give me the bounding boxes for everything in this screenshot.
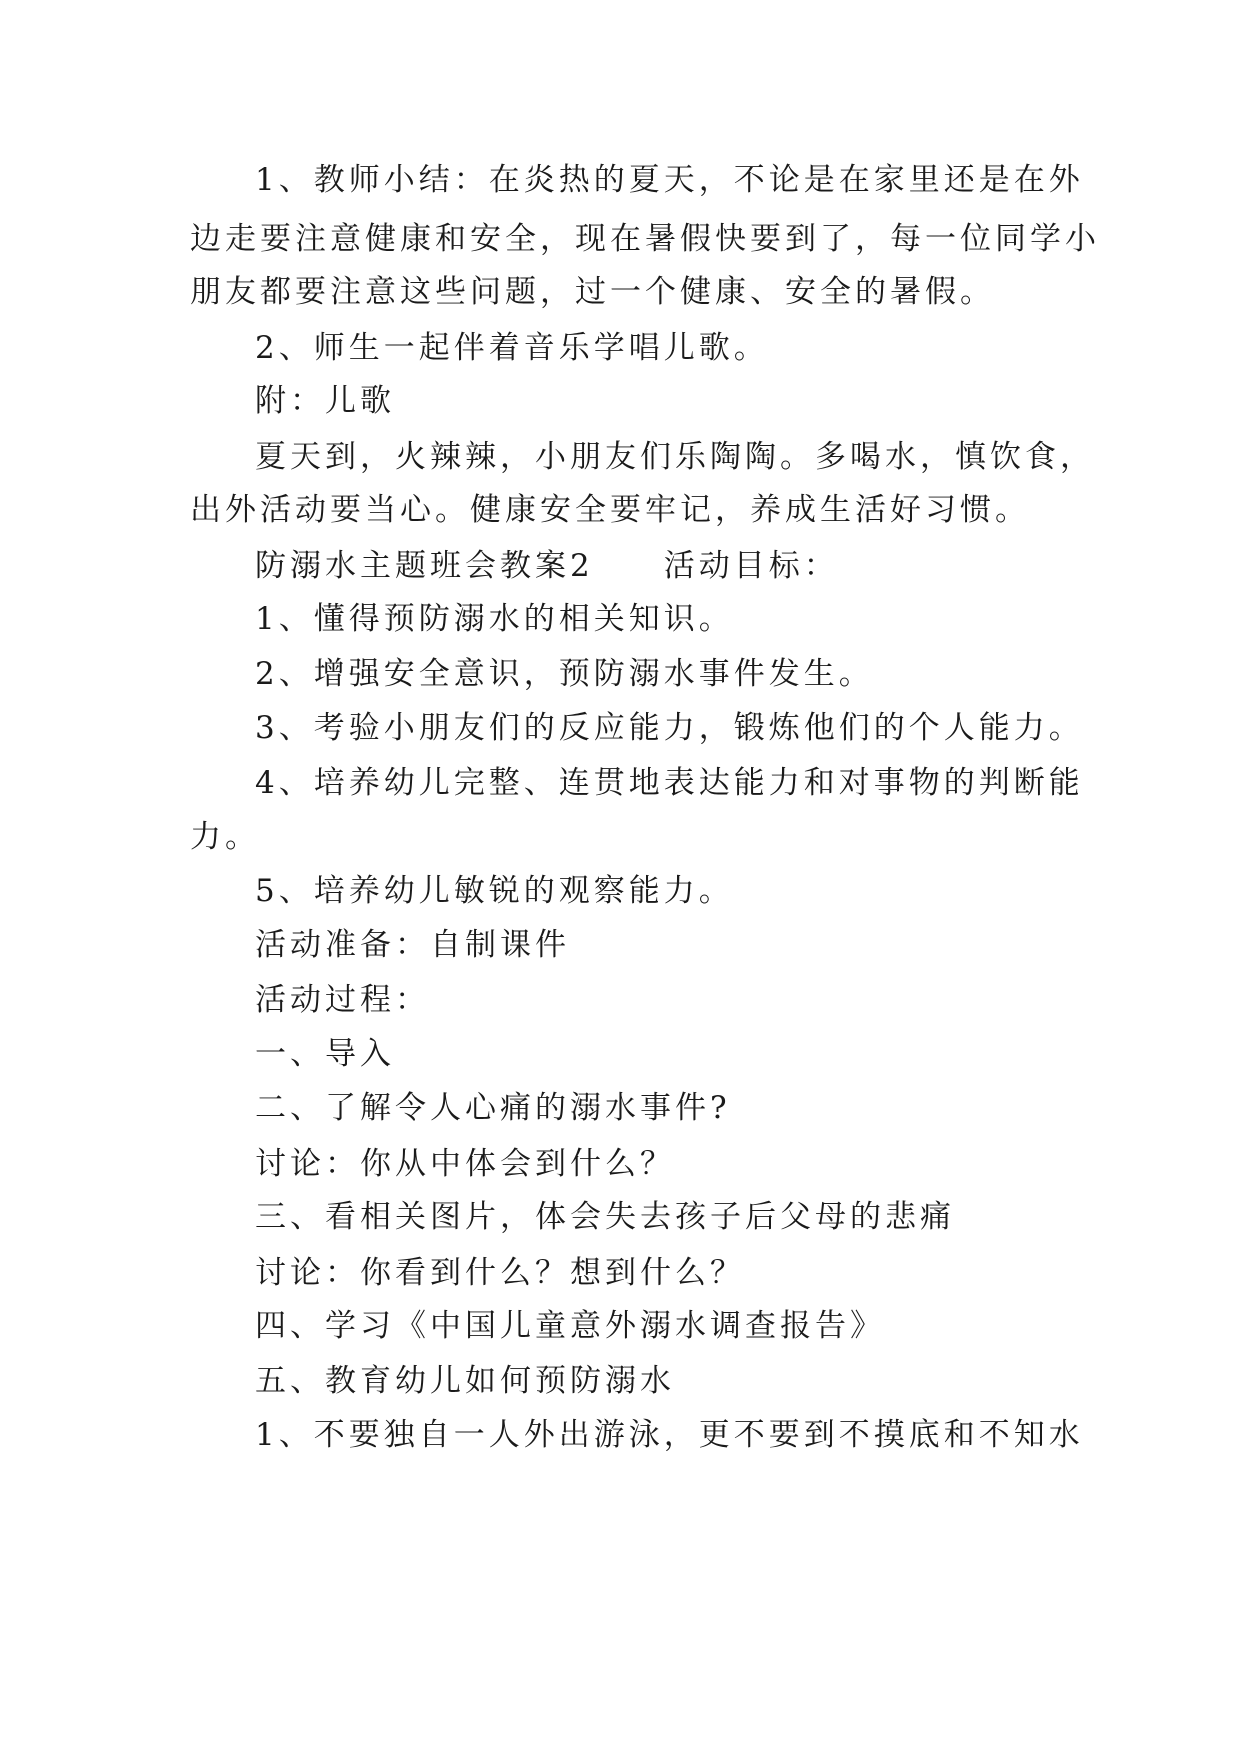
paragraph-line: 4、培养幼儿完整、连贯地表达能力和对事物的判断能 xyxy=(255,765,1084,801)
paragraph-line: 活动过程： xyxy=(255,982,430,1018)
paragraph-line: 讨论：你从中体会到什么？ xyxy=(255,1146,675,1182)
paragraph-line: 二、了解令人心痛的溺水事件? xyxy=(255,1090,731,1126)
paragraph-line: 1、教师小结：在炎热的夏天，不论是在家里还是在外 xyxy=(255,162,1084,198)
paragraph-line: 四、学习《中国儿童意外溺水调查报告》 xyxy=(255,1308,885,1344)
paragraph-line: 活动准备：自制课件 xyxy=(255,927,570,963)
paragraph-line: 力。 xyxy=(190,819,260,855)
paragraph-line: 三、看相关图片，体会失去孩子后父母的悲痛 xyxy=(255,1199,955,1235)
paragraph-line: 1、不要独自一人外出游泳，更不要到不摸底和不知水 xyxy=(255,1417,1084,1453)
paragraph-line: 一、导入 xyxy=(255,1036,395,1072)
paragraph-line: 出外活动要当心。健康安全要牢记，养成生活好习惯。 xyxy=(190,492,1030,528)
paragraph-line: 1、懂得预防溺水的相关知识。 xyxy=(255,601,734,637)
paragraph-line: 讨论：你看到什么？想到什么？ xyxy=(255,1255,745,1291)
paragraph-line: 2、师生一起伴着音乐学唱儿歌。 xyxy=(255,330,769,366)
paragraph-line: 朋友都要注意这些问题，过一个健康、安全的暑假。 xyxy=(190,274,995,310)
section-heading: 防溺水主题班会教案2 活动目标： xyxy=(255,548,839,584)
paragraph-line: 2、增强安全意识，预防溺水事件发生。 xyxy=(255,656,874,692)
paragraph-line: 附：儿歌 xyxy=(255,383,395,419)
paragraph-line: 5、培养幼儿敏锐的观察能力。 xyxy=(255,873,734,909)
paragraph-line: 夏天到，火辣辣，小朋友们乐陶陶。多喝水，慎饮食， xyxy=(255,439,1095,475)
paragraph-line: 五、教育幼儿如何预防溺水 xyxy=(255,1363,675,1399)
paragraph-line: 3、考验小朋友们的反应能力，锻炼他们的个人能力。 xyxy=(255,710,1084,746)
paragraph-line: 边走要注意健康和安全，现在暑假快要到了，每一位同学小 xyxy=(190,221,1100,257)
